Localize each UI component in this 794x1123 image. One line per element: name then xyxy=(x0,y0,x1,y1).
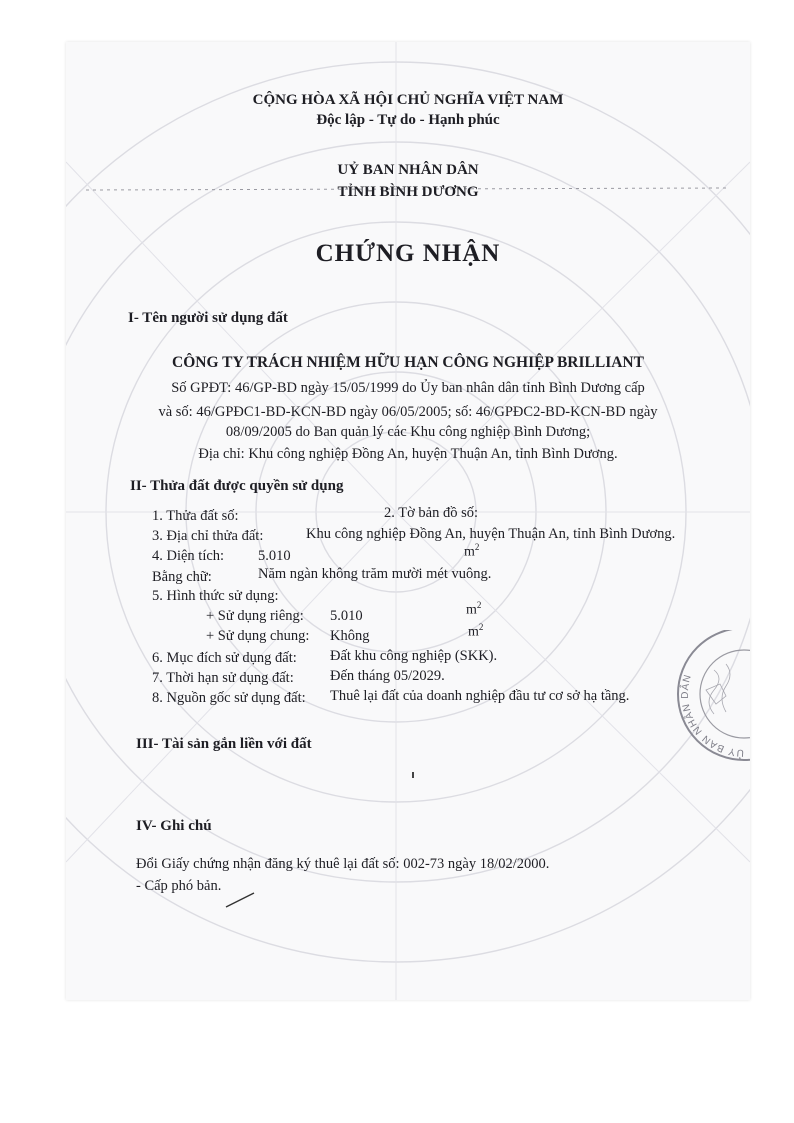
private-use-unit: $m^2$ xyxy=(466,600,482,618)
license-line2: và số: 46/GPĐC1-BD-KCN-BD ngày 06/05/2005; số: 46/GPĐC2-BD-KCN-BD ngày xyxy=(158,404,658,420)
document-title: CHỨNG NHẬN xyxy=(315,240,501,267)
license-line3: 08/09/2005 do Ban quản lý các Khu công nghiệp Bình Dương; xyxy=(225,424,591,440)
purpose-label: 6. Mục đích sử dụng đất: xyxy=(152,650,297,666)
map-sheet-label: 2. Tờ bản đồ số: xyxy=(384,505,478,521)
note-line1: Đổi Giấy chứng nhận đăng ký thuê lại đất số: 002-73 ngày 18/02/2000. xyxy=(136,856,550,872)
company-name: CÔNG TY TRÁCH NHIỆM HỮU HẠN CÔNG NGHIỆP BRILLIANT xyxy=(172,354,644,371)
area-label: 4. Diện tích: xyxy=(152,548,225,564)
area-value: 5.010 xyxy=(258,548,291,564)
private-use-value: 5.010 xyxy=(330,608,363,624)
origin-value: Thuê lại đất của doanh nghiệp đầu tư cơ sở hạ tầng. xyxy=(330,688,630,704)
purpose-value: Đất khu công nghiệp (SKK). xyxy=(330,648,498,664)
certificate-page xyxy=(66,42,750,1000)
common-use-unit: $m^2$ xyxy=(468,622,484,640)
company-address: Địa chỉ: Khu công nghiệp Đồng An, huyện Thuận An, tỉnh Bình Dương. xyxy=(198,446,618,462)
motto: Độc lập - Tự do - Hạnh phúc xyxy=(316,112,500,128)
license-line1: Số GPĐT: 46/GP-BD ngày 15/05/1999 do Ủy ban nhân dân tỉnh Bình Dương cấp xyxy=(171,380,645,396)
seal-text: ỦY BAN NHÂN DÂN xyxy=(679,672,745,759)
ink-mark xyxy=(412,772,414,778)
authority-line2: TỈNH BÌNH DƯƠNG xyxy=(337,184,479,200)
parcel-number-label: 1. Thửa đất số: xyxy=(152,508,239,524)
section2-heading: II- Thửa đất được quyền sử dụng xyxy=(130,478,344,494)
private-use-label: + Sử dụng riêng: xyxy=(206,608,304,624)
parcel-address-label: 3. Địa chỉ thửa đất: xyxy=(152,528,264,544)
section3-heading: III- Tài sản gắn liền với đất xyxy=(136,736,312,752)
in-words-label: Bằng chữ: xyxy=(152,569,212,585)
common-use-value: Không xyxy=(330,628,370,644)
origin-label: 8. Nguồn gốc sử dụng đất: xyxy=(152,690,306,706)
nation-heading: CỘNG HÒA XÃ HỘI CHỦ NGHĨA VIỆT NAM xyxy=(252,92,564,108)
svg-text:ỦY BAN NHÂN DÂN xyxy=(678,673,744,760)
usage-form-label: 5. Hình thức sử dụng: xyxy=(152,588,279,604)
term-label: 7. Thời hạn sử dụng đất: xyxy=(152,670,294,686)
section1-heading: I- Tên người sử dụng đất xyxy=(128,310,288,326)
term-value: Đến tháng 05/2029. xyxy=(330,668,445,684)
common-use-label: + Sử dụng chung: xyxy=(206,628,310,644)
official-seal-partial xyxy=(674,630,750,766)
authority-line1: UỶ BAN NHÂN DÂN xyxy=(337,162,479,178)
area-unit: $m^2$ xyxy=(464,542,480,560)
pen-stroke xyxy=(224,890,258,910)
note-line2: - Cấp phó bản. xyxy=(136,878,222,894)
section4-heading: IV- Ghi chú xyxy=(136,818,212,834)
in-words-value: Năm ngàn không trăm mười mét vuông. xyxy=(258,566,492,582)
parcel-address-value: Khu công nghiệp Đồng An, huyện Thuận An, tỉnh Bình Dương. xyxy=(306,526,676,542)
